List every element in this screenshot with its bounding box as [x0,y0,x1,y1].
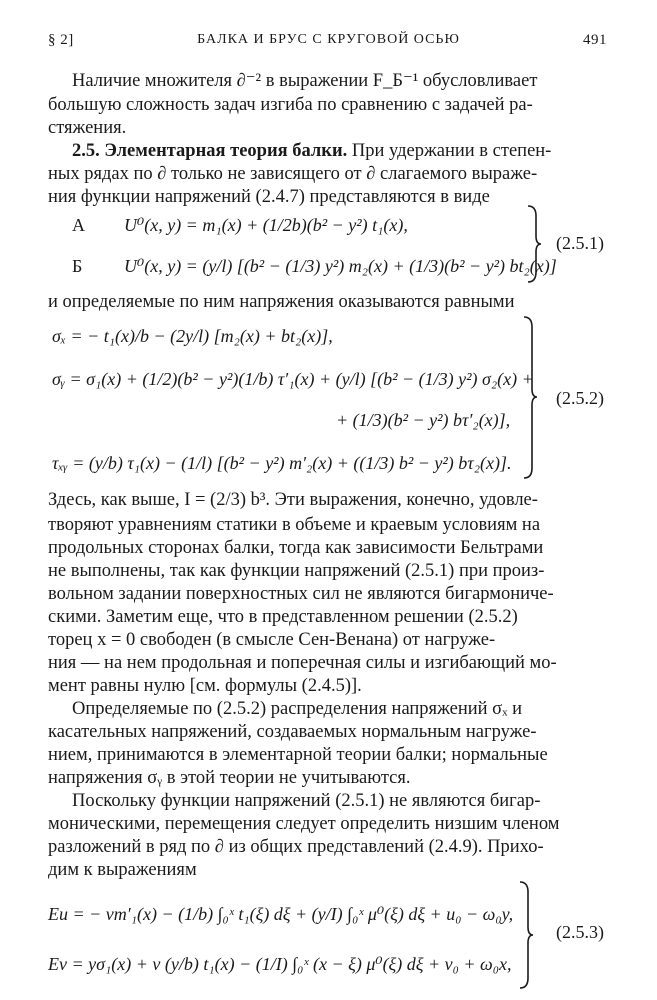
para5-line4: напряжения σᵧ в этой теории не учитываются. [48,768,411,788]
eq251-label-b: Б [72,256,83,276]
eq253-line1: Eu = − νm′₁(x) − (1/b) ∫₀ˣ t₁(ξ) dξ + (y/I) ∫₀ˣ μ⁰(ξ) dξ + u₀ − ω₀y, [48,904,514,924]
eq251-line-a: U⁰(x, y) = m₁(x) + (1/2b)(b² − y²) t₁(x), [124,215,408,235]
eq253-right-brace [518,880,534,990]
para4-line3: продольных сторонах балки, тогда как зависимости Бельтрами [48,538,544,558]
eq253-line2: Ev = yσ₁(x) + ν (y/b) t₁(x) − (1/I) ∫₀ˣ (x − ξ) μ⁰(ξ) dξ + v₀ + ω₀x, [48,954,512,974]
eq251-line-b: U⁰(x, y) = (y/l) [(b² − (1/3) y²) m₂(x) + (1/3)(b² − y²) bt₂(x)] [124,256,557,276]
para4-line9: мент равны нулю [см. формулы (2.4.5)]. [48,676,362,696]
eq252-line4: τₓᵧ = (y/b) τ₁(x) − (1/l) [(b² − y²) m′₂(x) + ((1/3) b² − y²) bτ₂(x)]. [52,453,512,473]
eq251-label-a: А [72,215,85,235]
section-heading-line [72,140,551,162]
para4-line7: торец x = 0 свободен (в смысле Сен-Венана) от нагруже- [48,630,496,650]
page-number: 491 [583,32,607,48]
eq252-line2: σᵧ = σ₁(x) + (1/2)(b² − y²)(1/b) τ′₁(x) + (y/l) [(b² − (1/3) y²) σ₂(x) + [52,369,534,389]
para4-line1: Здесь, как выше, I = (2/3) b³. Эти выражения, конечно, удовле- [48,490,538,510]
para2-line3: ния функции напряжений (2.4.7) представляются в виде [48,187,490,207]
para1-line3: стяжения. [48,118,127,138]
para5-line2: касательных напряжений, создаваемых нормальным нагруже- [48,722,537,742]
running-head-section: § 2] [48,32,74,48]
eq252-right-brace [522,315,538,480]
para1-line1: Наличие множителя ∂⁻² в выражении F_Б⁻¹ обусловливает [72,71,538,91]
eq252-number: (2.5.2) [556,388,604,408]
para5-line3: нием, принимаются в элементарной теории балки; нормальные [48,745,548,765]
para4-line2: творяют уравнениям статики в объеме и краевым условиям на [48,515,541,535]
eq252-line1: σₓ = − t₁(x)/b − (2y/l) [m₂(x) + bt₂(x)], [52,326,333,346]
para1-line2: большую сложность задач изгиба по сравнению с задачей ра- [48,95,533,115]
para5-line1: Определяемые по (2.5.2) распределения напряжений σₓ и [72,699,523,719]
para4-line6: скими. Заметим еще, что в представленном решении (2.5.2) [48,607,518,627]
para6-line4: дим к выражениям [48,860,197,880]
para2-line1: При удержании в степен- [351,141,552,161]
eq251-number: (2.5.1) [556,233,604,253]
running-head-title: БАЛКА И БРУС С КРУГОВОЙ ОСЬЮ [197,32,460,47]
para2-line2: ных рядах по ∂ только не зависящего от ∂ слагаемого выраже- [48,164,538,184]
para4-line8: ния — на нем продольная и поперечная силы и изгибающий мо- [48,653,557,673]
para6-line2: моническими, перемещения следует определить низшим членом [48,814,560,834]
para6-line1: Поскольку функции напряжений (2.5.1) не являются бигар- [72,791,541,811]
para3-line: и определяемые по ним напряжения оказываются равными [48,292,515,312]
para4-line4: не выполнены, так как функции напряжений (2.5.1) при произ- [48,561,545,581]
eq251-right-brace [526,204,542,284]
eq252-line3: + (1/3)(b² − y²) bτ′₂(x)], [336,410,511,430]
para4-line5: вольном задании поверхностных сил не являются бигармониче- [48,584,554,604]
section-heading: 2.5. Элементарная теория балки. [72,141,348,161]
eq253-number: (2.5.3) [556,922,604,942]
para6-line3: разложений в ряд по ∂ из общих представлений (2.4.9). Прихо- [48,837,544,857]
